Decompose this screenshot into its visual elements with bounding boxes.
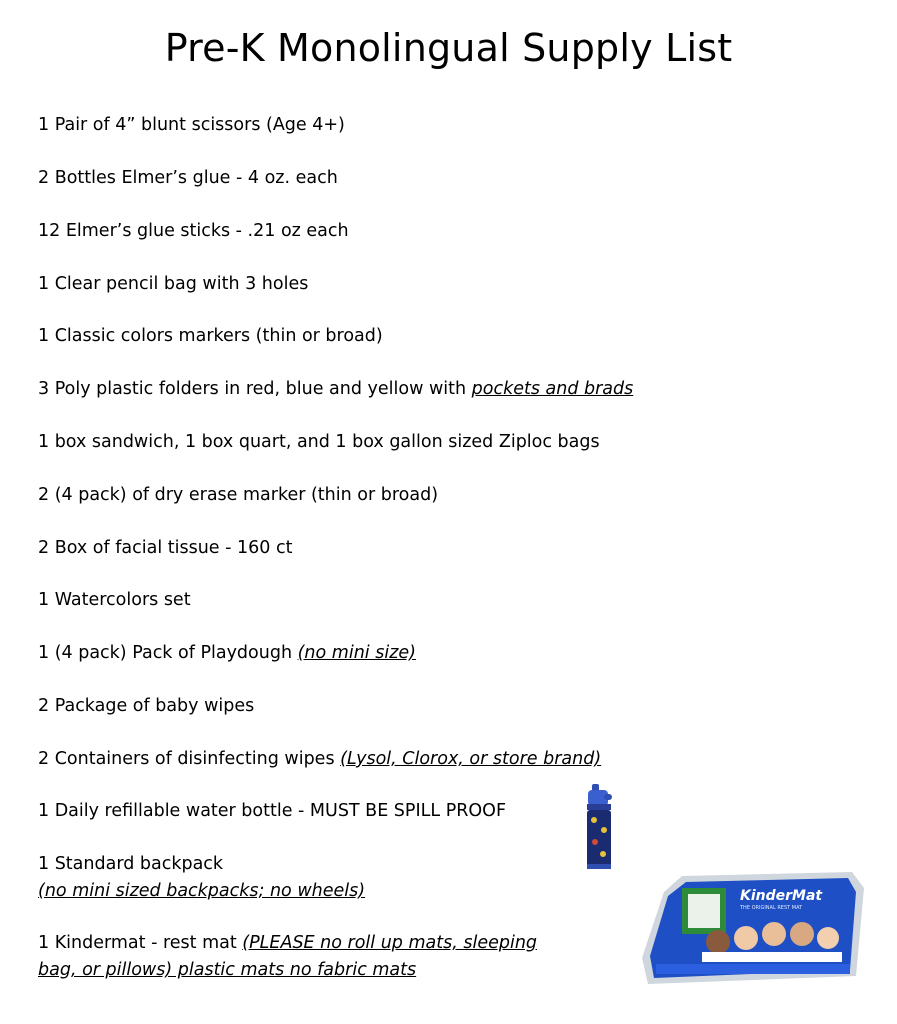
list-item-baby-wipes: 2 Package of baby wipes <box>38 696 255 716</box>
list-item-tissue: 2 Box of facial tissue - 160 ct <box>38 538 293 558</box>
kindermat-note-line2: bag, or pillows) plastic mats no fabric mats <box>38 960 417 980</box>
list-item-glue: 2 Bottles Elmer’s glue - 4 oz. each <box>38 168 338 188</box>
list-item-kindermat: 1 Kindermat - rest mat (PLEASE no roll up mats, sleeping bag, or pillows) plastic mats no fabric mats <box>38 933 538 980</box>
page-title: Pre-K Monolingual Supply List <box>164 26 733 70</box>
list-item-playdough: 1 (4 pack) Pack of Playdough (no mini size) <box>38 643 416 663</box>
list-item-folders: 3 Poly plastic folders in red, blue and yellow with pockets and brads <box>38 379 634 399</box>
list-item-dry-erase: 2 (4 pack) of dry erase marker (thin or broad) <box>38 485 439 505</box>
list-item-markers: 1 Classic colors markers (thin or broad) <box>38 326 383 346</box>
kindermat-brand: KinderMat <box>740 888 823 904</box>
playdough-note: (no mini size) <box>297 643 416 663</box>
kindermat-note: (PLEASE no roll up mats, sleeping <box>242 933 538 953</box>
list-item-watercolors: 1 Watercolors set <box>38 590 191 610</box>
list-item-glue-sticks: 12 Elmer’s glue sticks - .21 oz each <box>38 221 349 241</box>
backpack-note: (no mini sized backpacks; no wheels) <box>38 881 366 901</box>
list-item-scissors: 1 Pair of 4” blunt scissors (Age 4+) <box>38 115 345 135</box>
folders-note: pockets and brads <box>471 379 634 399</box>
list-item-water-bottle: 1 Daily refillable water bottle - MUST BE SPILL PROOF <box>38 801 507 821</box>
list-item-disinfecting-wipes: 2 Containers of disinfecting wipes (Lysol, Clorox, or store brand) <box>38 749 602 769</box>
wipes-note: (Lysol, Clorox, or store brand) <box>340 749 602 769</box>
list-item-backpack: 1 Standard backpack (no mini sized backpacks; no wheels) <box>38 854 366 901</box>
kindermat-tagline: THE ORIGINAL REST MAT <box>740 905 803 911</box>
water-bottle-image <box>582 784 618 870</box>
list-item-ziploc: 1 box sandwich, 1 box quart, and 1 box gallon sized Ziploc bags <box>38 432 600 452</box>
list-item-pencil-bag: 1 Clear pencil bag with 3 holes <box>38 274 309 294</box>
kindermat-image <box>642 868 864 986</box>
